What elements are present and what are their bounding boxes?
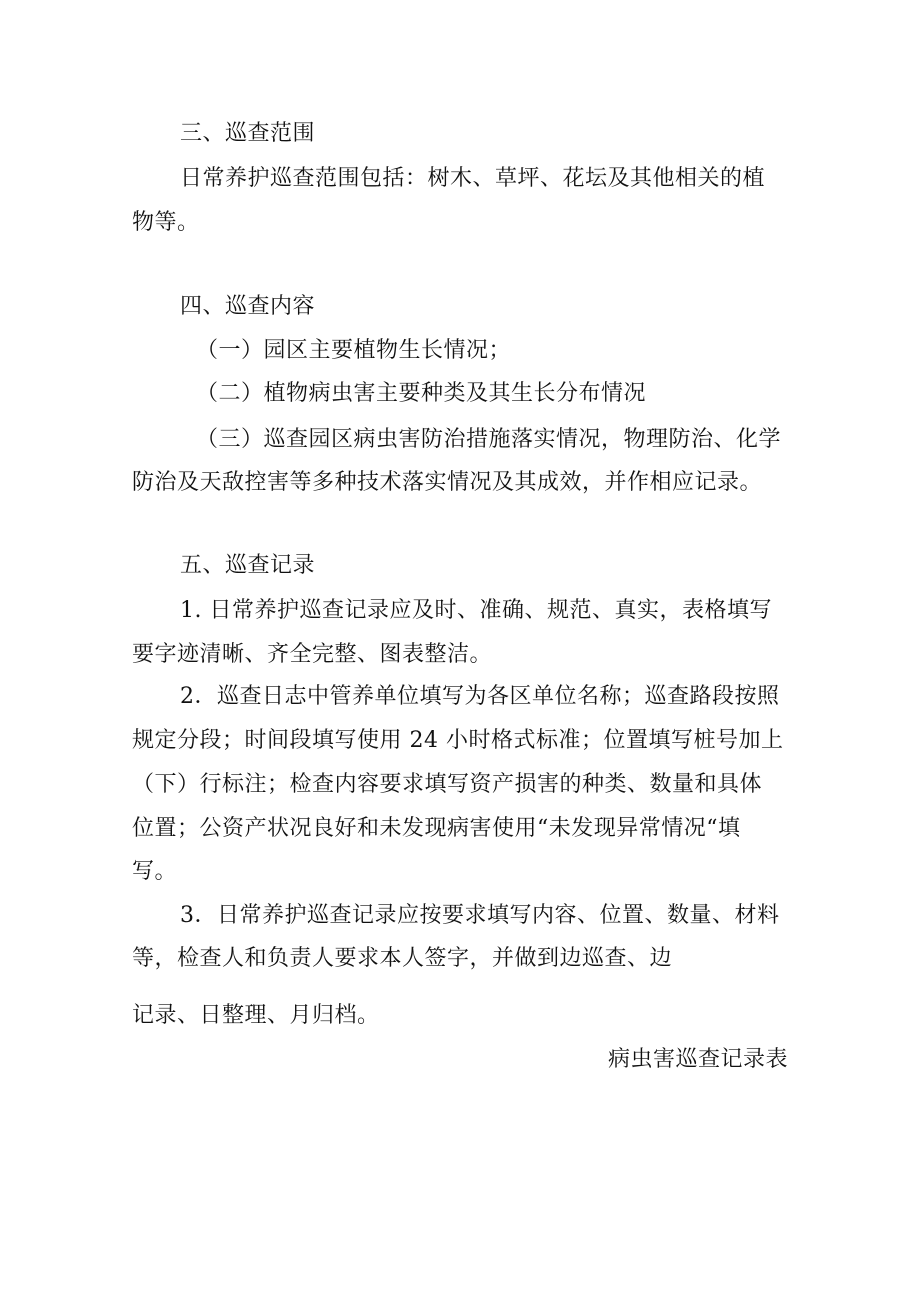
list-item: （三）巡查园区病虫害防治措施落实情况，物理防治、化学 bbox=[196, 427, 782, 452]
paragraph-line: （下）行标注；检查内容要求填写资产损害的种类、数量和具体 bbox=[132, 772, 763, 797]
paragraph-line: 物等。 bbox=[132, 210, 200, 235]
paragraph-line: 防治及天敌控害等多种技术落实情况及其成效，并作相应记录。 bbox=[132, 470, 763, 495]
section-heading-records: 五、巡查记录 bbox=[180, 553, 316, 578]
list-item: （一）园区主要植物生长情况； bbox=[196, 338, 512, 363]
paragraph-line: 写。 bbox=[132, 859, 178, 884]
paragraph-line: 记录、日整理、月归档。 bbox=[132, 1003, 380, 1028]
paragraph-line: 位置；公资产状况良好和未发现病害使用“未发现异常情况“填 bbox=[132, 816, 741, 841]
paragraph-line: 要字迹清晰、齐全完整、图表整洁。 bbox=[132, 642, 493, 667]
section-heading-content: 四、巡查内容 bbox=[180, 294, 316, 319]
paragraph-line: 日常养护巡查范围包括：树木、草坪、花坛及其他相关的植 bbox=[180, 166, 766, 191]
paragraph-line: 规定分段；时间段填写使用 24 小时格式标准；位置填写桩号加上 bbox=[132, 728, 784, 753]
paragraph-line: 1. 日常养护巡查记录应及时、准确、规范、真实，表格填写 bbox=[180, 598, 772, 623]
section-heading-scope: 三、巡查范围 bbox=[180, 121, 316, 146]
paragraph-line: 2．巡查日志中管养单位填写为各区单位名称；巡查路段按照 bbox=[180, 684, 780, 709]
list-item: （二）植物病虫害主要种类及其生长分布情况 bbox=[196, 381, 647, 406]
paragraph-line: 3．日常养护巡查记录应按要求填写内容、位置、数量、材料 bbox=[180, 903, 780, 928]
table-caption: 病虫害巡查记录表 bbox=[607, 1047, 788, 1072]
paragraph-line: 等，检查人和负责人要求本人签字，并做到边巡查、边 bbox=[132, 946, 673, 971]
